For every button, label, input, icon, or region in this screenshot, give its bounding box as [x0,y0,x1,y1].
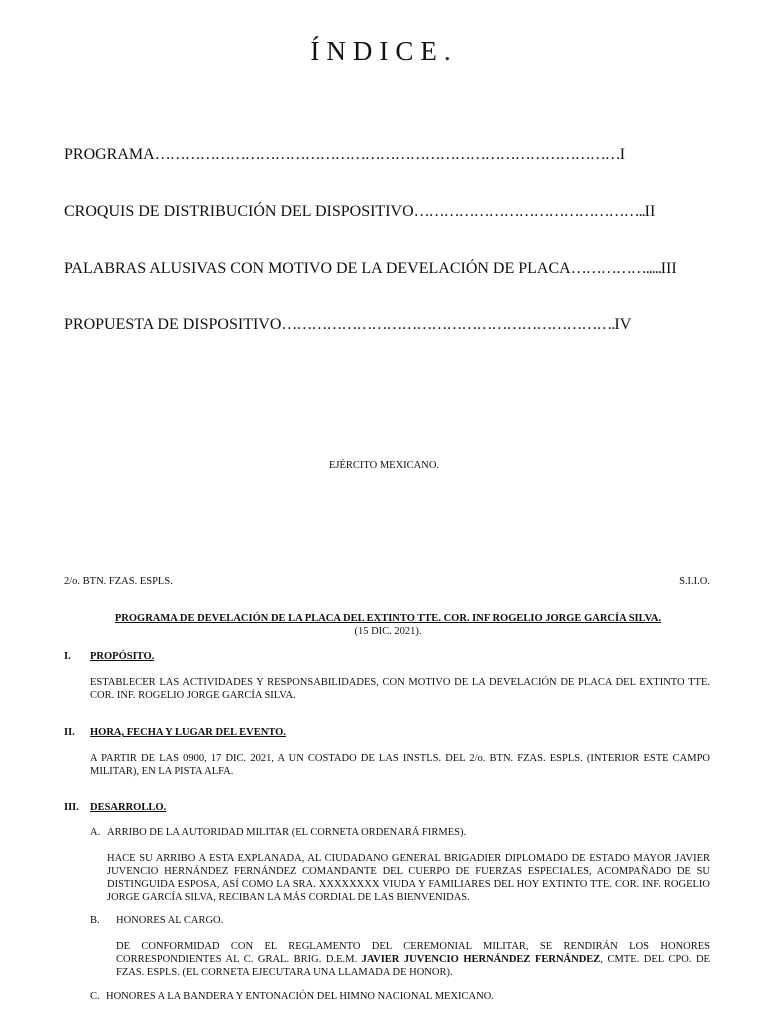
index-title: ÍNDICE. [310,36,458,66]
classification-mark: S.I.I.O. [679,576,710,587]
toc-entry-palabras [64,260,710,278]
toc-leader: ……………………………………….. [413,203,645,220]
text-run: , CMTE. DEL CPO. DE FZAS. ESPLS. (EL CORNETA EJECUTARA UNA LLAMADA DE HONOR). [116,954,710,978]
section-text-hora-fecha-lugar: A PARTIR DE LAS 0900, 17 DIC. 2021, A UN COSTADO DE LAS INSTLS. DEL 2/o. BTN. FZAS. ESPLS. (INTERIOR ESTE CAMPO MILITAR), EN LA PISTA ALFA. [90,753,710,777]
section-number: I. [64,651,71,662]
toc-page-number: III [660,260,677,277]
subsection-text-arribo: HACE SU ARRIBO A ESTA EXPLANADA, AL CIUDADANO GENERAL BRIGADIER DIPLOMADO DE ESTADO MAYOR JAVIER JUVENCIO HERNÁNDEZ FERNÁNDEZ COMANDANTE DEL CUERPO DE FUERZAS ESPECIALES, ACOMPAÑADO DE SU DISTINGUIDA ESPOSA, ASÍ COMO LA SRA. XXXXXXXX VIUDA Y FAMILIARES DEL HOY EXTINTO TTE. COR. INF. ROGELIO JORGE GARCÍA SILVA, RECIBAN LA MÁS CORDIAL DE LAS BIENVENIDAS. [107,853,710,903]
commander-name: JAVIER JUVENCIO HERNÁNDEZ FERNÁNDEZ [361,954,601,965]
text-run: DE CONFORMIDAD CON EL REGLAMENTO DEL CEREMONIAL MILITAR, SE RENDIRÁN LOS HONORES CORRESPONDIENTES AL C. GRAL. BRIG. D.E.M. [116,941,710,965]
section-heading-desarrollo: DESARROLLO. [90,802,167,813]
toc-leader: …………………………………………………………. [281,316,615,333]
toc-entry-propuesta [64,316,710,334]
section-number: III. [64,802,79,813]
toc-label: CROQUIS DE DISTRIBUCIÓN DEL DISPOSITIVO [64,203,414,220]
subsection-label: C. [90,991,100,1002]
section-text-proposito: ESTABLECER LAS ACTIVIDADES Y RESPONSABILIDADES, CON MOTIVO DE LA DEVELACIÓN DE PLACA DEL EXTINTO TTE. COR. INF. ROGELIO JORGE GARCÍA SILVA. [90,677,710,701]
toc-entry-croquis [64,203,710,221]
subsection-label: B. [90,915,100,926]
toc-leader: ……………..... [570,260,661,277]
toc-label: PALABRAS ALUSIVAS CON MOTIVO DE LA DEVELACIÓN DE PLACA [64,260,571,277]
section-number: II. [64,727,75,738]
subsection-title-honores-cargo: HONORES AL CARGO. [116,915,224,926]
toc-entry-programa [64,146,710,164]
toc-label: PROPUESTA DE DISPOSITIVO [64,316,282,333]
subsection-text-honores-cargo [116,940,710,979]
toc-page-number: IV [614,316,632,333]
subsection-title-honores-bandera: HONORES A LA BANDERA Y ENTONACIÓN DEL HIMNO NACIONAL MEXICANO. [106,991,494,1002]
subsection-label: A. [90,827,101,838]
toc-label: PROGRAMA [64,146,155,163]
program-date: (15 DIC. 2021). [354,626,422,637]
toc-page-number: II [644,203,656,220]
subsection-title-arribo: ARRIBO DE LA AUTORIDAD MILITAR (EL CORNETA ORDENARÁ FIRMES). [107,827,467,838]
toc-leader: ………………………………………………………………………………… [154,146,620,163]
organization-name: EJÉRCITO MEXICANO. [328,460,440,471]
section-heading-hora-fecha-lugar: HORA, FECHA Y LUGAR DEL EVENTO. [90,727,286,738]
toc-page-number: I [619,146,626,163]
program-title: PROGRAMA DE DEVELACIÓN DE LA PLACA DEL EXTINTO TTE. COR. INF ROGELIO JORGE GARCÍA SILVA. [114,613,662,624]
section-heading-proposito: PROPÓSITO. [90,651,155,662]
unit-designation: 2/o. BTN. FZAS. ESPLS. [64,576,173,587]
